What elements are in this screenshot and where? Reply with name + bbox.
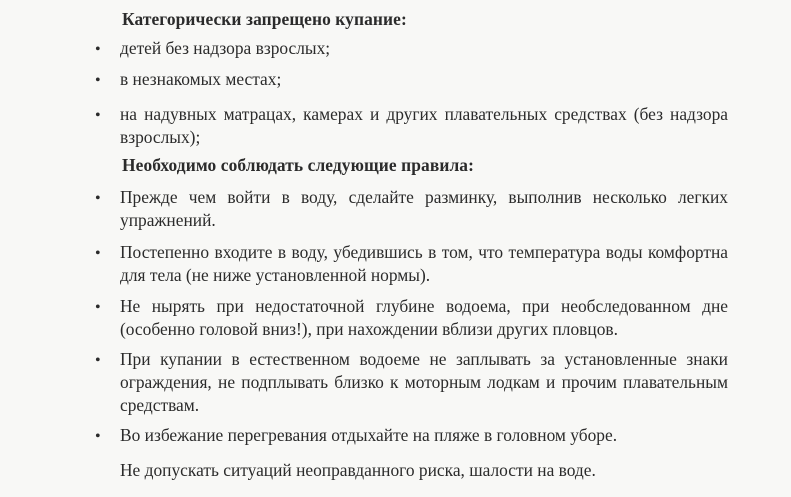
bullet-icon: •: [95, 41, 101, 58]
list-item: на надувных матрацах, камерах и других плавательных средствах (без надзора взрослых);: [120, 104, 728, 147]
bullet-icon: •: [95, 352, 101, 369]
list-item: При купании в естественном водоеме не заплывать за установленные знаки ограждения, не подплывать близко к моторным лодкам и прочим плавательным средствам.: [120, 349, 728, 415]
section-heading-rules: Необходимо соблюдать следующие правила:: [122, 155, 474, 175]
bullet-icon: •: [95, 72, 101, 89]
list-item: Не нырять при недостаточной глубине водоема, при необследованном дне (особенно головой вниз!), при нахождении вблизи других пловцов.: [120, 296, 728, 339]
bullet-icon: •: [95, 190, 101, 207]
bullet-icon: •: [95, 245, 101, 262]
list-item: детей без надзора взрослых;: [120, 38, 331, 58]
section-heading-prohibited: Категорически запрещено купание:: [122, 9, 407, 29]
bullet-icon: •: [95, 428, 101, 445]
bullet-icon: •: [95, 299, 101, 316]
closing-rule-text: Не допускать ситуаций неоправданного риска, шалости на воде.: [120, 460, 596, 480]
list-item: в незнакомых местах;: [120, 69, 282, 89]
list-item: Во избежание перегревания отдыхайте на пляже в головном уборе.: [120, 425, 618, 445]
bullet-icon: •: [95, 107, 101, 124]
list-item: Прежде чем войти в воду, сделайте разминку, выполнив несколько легких упражнений.: [120, 187, 728, 230]
list-item: Постепенно входите в воду, убедившись в том, что температура воды комфортна для тела (не ниже установленной нормы).: [120, 242, 728, 285]
